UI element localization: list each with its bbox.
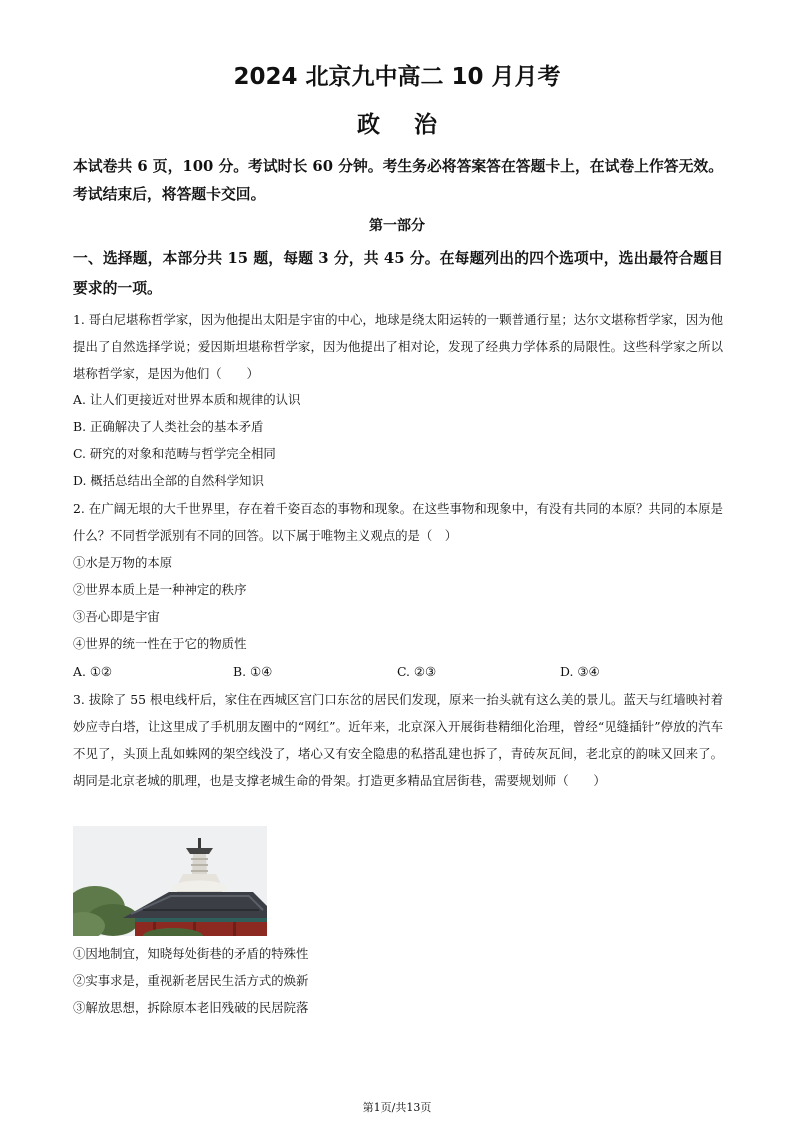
page-number-footer: 第1页/共13页 [362,1101,432,1114]
question-1-option-c: C. 研究的对象和范畴与哲学完全相同 [73,446,276,461]
question-2-option-d: D. ③④ [560,664,600,679]
question-2-item-4: ④世界的统一性在于它的物质性 [73,636,247,651]
question-3-item-2: ②实事求是，重视新老居民生活方式的焕新 [73,973,309,988]
question-3-item-1: ①因地制宜，知晓每处街巷的矛盾的特殊性 [73,946,309,961]
question-2-option-b: B. ①④ [233,664,273,679]
question-2-stem: 2. 在广阔无垠的大千世界里，存在着千姿百态的事物和现象。在这些事物和现象中，有没有共同的本原？共同的本原是什么？不同哲学派别有不同的回答。以下属于唯物主义观点的是（ ） [73,501,723,543]
question-2-item-2: ②世界本质上是一种神定的秩序 [73,582,247,597]
subject-title: 政治 [357,112,471,138]
question-2-option-c: C. ②③ [397,664,437,679]
question-1-option-a: A. 让人们更接近对世界本质和规律的认识 [73,392,301,407]
question-2-option-a: A. ①② [73,664,113,679]
question-2-options [73,658,723,685]
exam-instructions: 本试卷共 6 页，100 分。考试时长 60 分钟。考生务必将答案答在答题卡上，在试卷上作答无效。考试结束后，将答题卡交回。 [73,158,723,203]
part-title: 第一部分 [369,218,425,234]
white-pagoda-photo [73,826,267,936]
exam-title: 2024 北京九中高二 10 月月考 [233,64,561,90]
question-1-option-d: D. 概括总结出全部的自然科学知识 [73,473,264,488]
question-3-item-3: ③解放思想，拆除原本老旧残破的民居院落 [73,1000,309,1015]
question-1-option-b: B. 正确解决了人类社会的基本矛盾 [73,419,264,434]
section-title: 一、选择题，本部分共 15 题，每题 3 分，共 45 分。在每题列出的四个选项中，选出最符合题目要求的一项。 [73,250,723,297]
question-2-item-1: ①水是万物的本原 [73,555,173,570]
question-2-item-3: ③吾心即是宇宙 [73,609,160,624]
question-1-stem: 1. 哥白尼堪称哲学家，因为他提出太阳是宇宙的中心，地球是绕太阳运转的一颗普通行星；达尔文堪称哲学家，因为他提出了自然选择学说；爱因斯坦堪称哲学家，因为他提出了相对论，发现了经典力学体系的局限性。这些科学家之所以堪称哲学家，是因为他们（ ） [73,312,723,381]
question-3-stem: 3. 拔除了 55 根电线杆后，家住在西城区宫门口东岔的居民们发现，原来一抬头就有这么美的景儿。蓝天与红墙映衬着妙应寺白塔，让这里成了手机朋友圈中的“网红”。近年来，北京深入开展街巷精细化治理，曾经“见缝插针”停放的汽车不见了，头顶上乱如蛛网的架空线没了，堵心又有安全隐患的私搭乱建也拆了，青砖灰瓦间，老北京的韵味又回来了。胡同是北京老城的肌理，也是支撑老城生命的骨架。打造更多精品宜居街巷，需要规划师（ ） [73,692,723,788]
